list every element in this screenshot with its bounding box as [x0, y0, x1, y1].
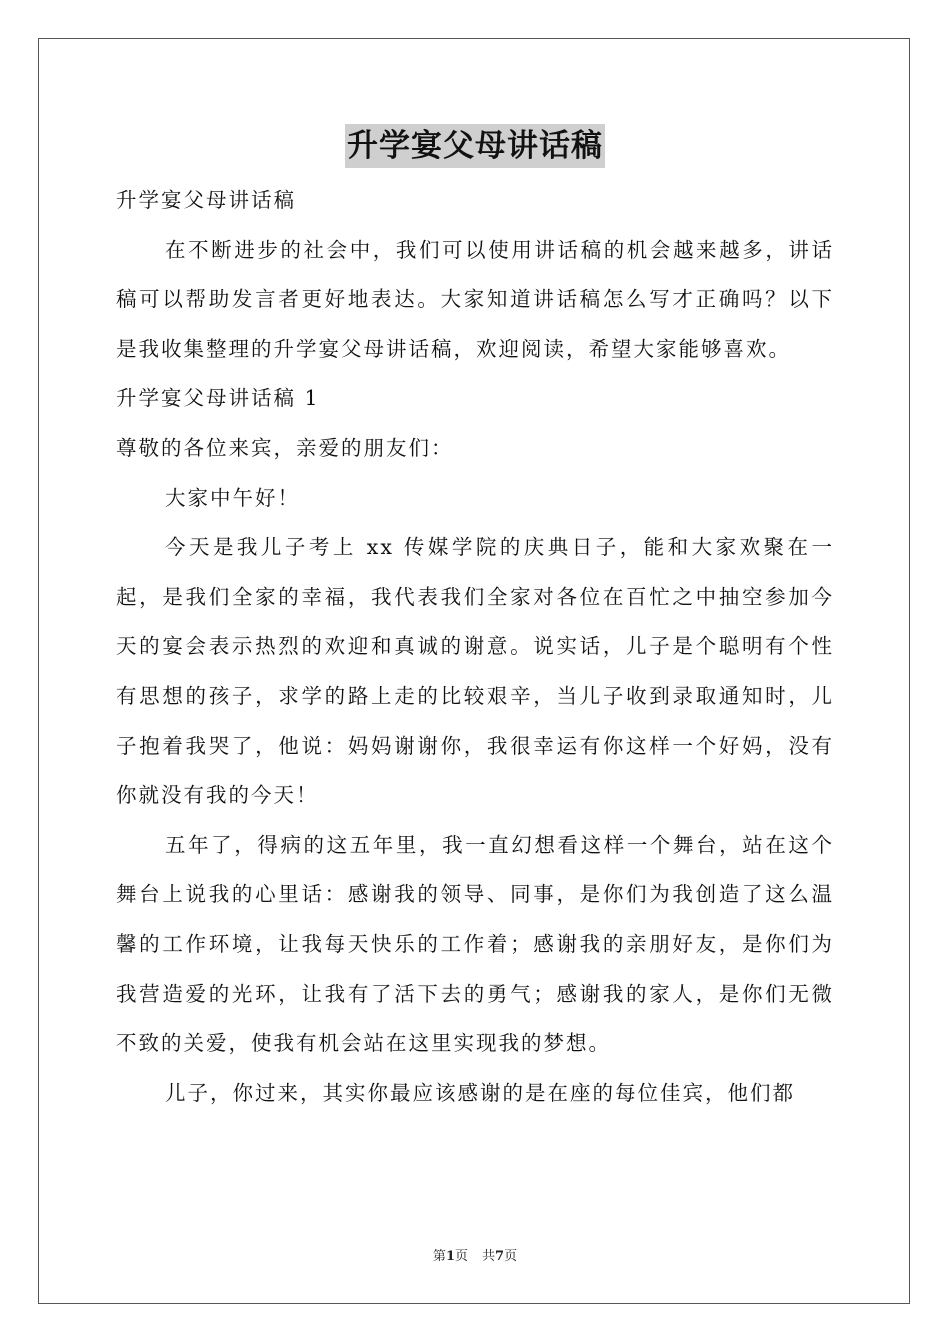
- paragraph: 今天是我儿子考上 xx 传媒学院的庆典日子，能和大家欢聚在一起，是我们全家的幸福，我代表我们全家对各位在百忙之中抽空参加今天的宴会表示热烈的欢迎和真诚的谢意。说实话，儿子是个聪明有个性有思想的孩子，求学的路上走的比较艰辛，当儿子收到录取通知时，儿子抱着我哭了，他说：妈妈谢谢你，我很幸运有你这样一个好妈，没有你就没有我的今天！: [116, 535, 834, 808]
- document-body: [116, 176, 834, 1118]
- paragraph: 大家中午好！: [165, 485, 300, 510]
- document-title: 升学宴父母讲话稿: [345, 124, 605, 168]
- paragraph: 升学宴父母讲话稿: [116, 188, 296, 212]
- page-number-prefix: 第: [432, 1249, 446, 1264]
- page-number-suffix: 页: [454, 1249, 468, 1264]
- page-total: 7: [495, 1249, 505, 1264]
- paragraph: 升学宴父母讲话稿 1: [116, 386, 320, 411]
- page-footer: [0, 1248, 950, 1266]
- title-area: [0, 124, 950, 168]
- page-number-current: 1: [445, 1249, 455, 1264]
- paragraph: 五年了，得病的这五年里，我一直幻想看这样一个舞台，站在这个舞台上说我的心里话：感谢我的领导、同事，是你们为我创造了这么温馨的工作环境，让我每天快乐的工作着；感谢我的亲朋好友，是你们为我营造爱的光环，让我有了活下去的勇气；感谢我的家人，是你们无微不致的关爱，使我有机会站在这里实现我的梦想。: [116, 832, 834, 1056]
- paragraph: 儿子，你过来，其实你最应该感谢的是在座的每位佳宾，他们都: [165, 1080, 795, 1105]
- paragraph: 在不断进步的社会中，我们可以使用讲话稿的机会越来越多，讲话稿可以帮助发言者更好地表达。大家知道讲话稿怎么写才正确吗？以下是我收集整理的升学宴父母讲话稿，欢迎阅读，希望大家能够喜欢。: [116, 237, 834, 361]
- page-total-suffix: 页: [504, 1249, 518, 1264]
- page-total-prefix: 共: [482, 1249, 496, 1264]
- paragraph: 尊敬的各位来宾，亲爱的朋友们：: [116, 435, 454, 460]
